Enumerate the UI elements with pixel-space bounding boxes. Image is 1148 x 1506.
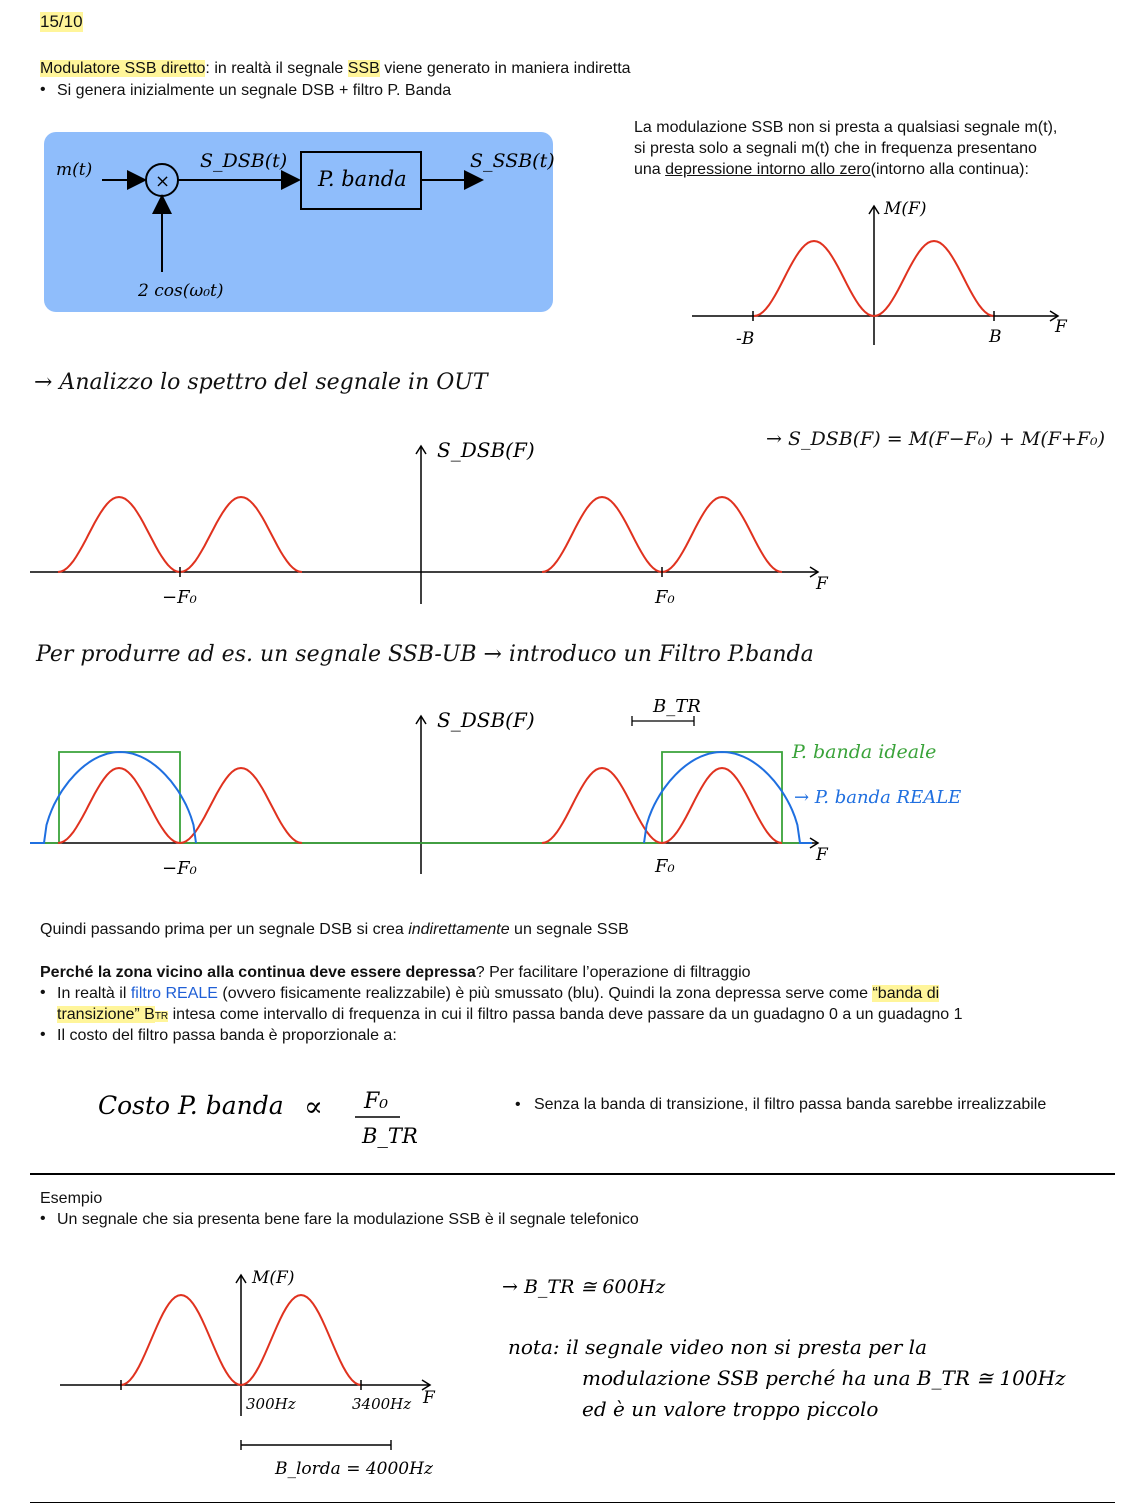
dsb-neg-tick: −F₀ xyxy=(162,587,197,608)
intro-title-text-2: viene generato in maniera indiretta xyxy=(379,60,631,77)
output-label: S_SSB(t) xyxy=(470,150,555,172)
btr-label: B_TR xyxy=(653,696,701,717)
intro-title-text: : in realtà il segnale xyxy=(205,60,348,77)
bullet-dot: • xyxy=(40,1210,46,1227)
side-note-line: si presta solo a segnali m(t) che in frequenza presentano xyxy=(634,140,1037,157)
why-b1-rest: intesa come intervallo di frequenza in cui il filtro passa banda deve passare da un guadagno 0 a un guadagno 1 xyxy=(168,1006,963,1023)
cost-prop: ∝ xyxy=(304,1090,323,1123)
intro-title-highlight: Modulatore SSB diretto xyxy=(40,60,206,77)
why-rest: ? Per facilitare l’operazione di filtraggio xyxy=(475,964,751,981)
cost-num: F₀ xyxy=(364,1089,389,1114)
ideal-label: P. banda ideale xyxy=(792,741,937,763)
ex-nota-1: nota: il segnale video non si presta per la xyxy=(508,1335,927,1359)
analysis-title: → Analizzo lo spettro del segnale in OUT xyxy=(34,370,488,395)
filter-title: Per produrre ad es. un segnale SSB-UB → introduco un Filtro P.banda xyxy=(36,642,814,667)
conclusion-post: un segnale SSB xyxy=(509,921,629,938)
m-ylabel: M(F) xyxy=(884,199,927,219)
why-bullet-2: Il costo del filtro passa banda è proporzionale a: xyxy=(57,1027,397,1044)
cost-note: • Senza la banda di transizione, il filtro passa banda sarebbe irrealizzabile xyxy=(515,1096,1047,1113)
cost-lhs: Costo P. banda xyxy=(98,1091,284,1120)
m-right-tick: B xyxy=(989,327,1002,347)
intro-ssb-highlight: SSB xyxy=(347,60,380,77)
filter-pos-tick: F₀ xyxy=(655,856,675,877)
ex-ylabel: M(F) xyxy=(252,1268,295,1288)
bottom-divider xyxy=(30,1502,1115,1503)
conclusion-pre: Quindi passando prima per un segnale DSB si crea xyxy=(40,921,409,938)
filter-label: P. banda xyxy=(318,167,407,191)
filter-xlabel: F xyxy=(816,845,828,865)
example-title: Esempio xyxy=(40,1190,103,1207)
dsb-label: S_DSB(t) xyxy=(200,150,288,172)
ex-f1: 300Hz xyxy=(246,1395,296,1413)
m-xlabel: F xyxy=(1055,317,1067,337)
side-note-line: La modulazione SSB non si presta a qualsiasi segnale m(t), xyxy=(634,119,1058,136)
dsb-ylabel: S_DSB(F) xyxy=(437,438,535,462)
why-bold: Perché la zona vicino alla continua deve essere depressa xyxy=(40,964,476,981)
why-b1-highlight-2: transizione” B xyxy=(57,1006,155,1023)
bullet-dot: • xyxy=(40,984,46,1001)
why-b1-blue: filtro REALE xyxy=(130,985,218,1002)
dsb-xlabel: F xyxy=(816,574,828,594)
dsb-pos-tick: F₀ xyxy=(655,587,675,608)
side-note-pre: una xyxy=(634,161,666,178)
side-note-underline: depressione intorno allo zero xyxy=(665,161,871,178)
ex-xlabel: F xyxy=(423,1388,435,1408)
date-label: 15/10 xyxy=(40,12,83,31)
why-b1-pre: In realtà il xyxy=(57,985,131,1002)
ex-f2: 3400Hz xyxy=(352,1395,412,1413)
bullet-dot: • xyxy=(40,1026,46,1043)
carrier-label: 2 cos(ω₀t) xyxy=(138,281,224,301)
side-note-post: (intorno alla continua): xyxy=(870,161,1029,178)
conclusion-em: indirettamente xyxy=(408,921,510,938)
ex-blorda: B_lorda = 4000Hz xyxy=(275,1459,433,1479)
ex-btr: → B_TR ≅ 600Hz xyxy=(502,1276,666,1298)
ex-nota-3: ed è un valore troppo piccolo xyxy=(582,1397,879,1421)
real-label: → P. banda REALE xyxy=(794,787,962,808)
cost-note-text: Senza la banda di transizione, il filtro passa banda sarebbe irrealizzabile xyxy=(533,1096,1047,1113)
mixer-label: × xyxy=(155,171,171,192)
cost-den: B_TR xyxy=(362,1124,418,1148)
filter-neg-tick: −F₀ xyxy=(162,858,197,879)
why-b1-mid: (ovvero fisicamente realizzabile) è più smussato (blu). Quindi la zona depressa serve come xyxy=(217,985,873,1002)
why-b1-highlight: “banda di xyxy=(872,985,940,1002)
m-left-tick: -B xyxy=(736,329,755,349)
ex-nota-2: modulazione SSB perché ha una B_TR ≅ 100Hz xyxy=(582,1366,1066,1390)
input-label: m(t) xyxy=(56,160,93,180)
dsb-formula: → S_DSB(F) = M(F−F₀) + M(F+F₀) xyxy=(766,428,1106,450)
bullet-dot: • xyxy=(40,81,46,98)
example-bullet: Un segnale che sia presenta bene fare la modulazione SSB è il segnale telefonico xyxy=(57,1211,639,1228)
why-b1-sub: TR xyxy=(154,1011,169,1022)
filter-ylabel: S_DSB(F) xyxy=(437,708,535,732)
intro-bullet: Si genera inizialmente un segnale DSB + filtro P. Banda xyxy=(57,82,452,99)
